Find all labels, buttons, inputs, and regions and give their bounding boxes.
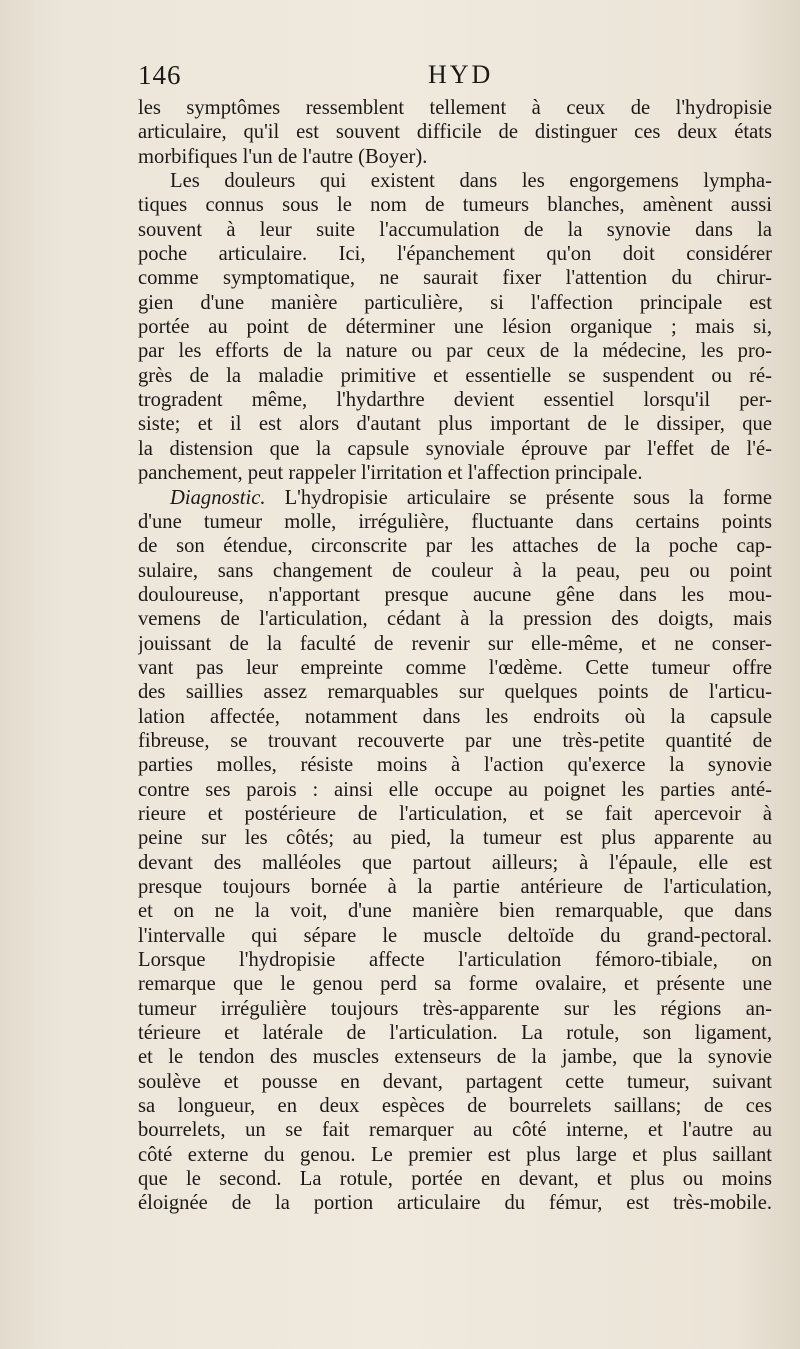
text-line: trogradent même, l'hydarthre devient essentiel lorsqu'il per-: [138, 389, 772, 412]
text-line: articulaire, qu'il est souvent difficile de distinguer ces deux états: [138, 121, 772, 144]
text-line: contre ses parois : ainsi elle occupe au poignet les parties anté-: [138, 778, 772, 801]
text-line: douloureuse, n'apportant presque aucune gêne dans les mou-: [138, 583, 772, 606]
text-line: les symptômes ressemblent tellement à ceux de l'hydropisie: [138, 97, 772, 119]
text-line: côté externe du genou. Le premier est plus large et plus saillant: [138, 1143, 772, 1166]
text-line: morbifiques l'un de l'autre (Boyer).: [138, 145, 428, 168]
text-line: d'une tumeur molle, irrégulière, fluctuante dans certains points: [138, 510, 772, 533]
text-line: et le tendon des muscles extenseurs de la jambe, que la synovie: [138, 1046, 772, 1069]
text-line: devant des malléoles que partout ailleurs; à l'épaule, elle est: [138, 851, 772, 874]
text-line: Lorsque l'hydropisie affecte l'articulation fémoro-tibiale, on: [138, 949, 772, 972]
text-line: jouissant de la faculté de revenir sur elle-même, et ne conser-: [138, 632, 772, 655]
text-line: gien d'une manière particulière, si l'affection principale est: [138, 291, 772, 314]
text-line: par les efforts de la nature ou par ceux de la médecine, les pro-: [138, 340, 772, 363]
page-header: [138, 60, 778, 96]
text-line: poche articulaire. Ici, l'épanchement qu'on doit considérer: [138, 243, 772, 266]
text-line: portée au point de déterminer une lésion organique ; mais si,: [138, 316, 772, 339]
text-line: comme symptomatique, ne saurait fixer l'attention du chirur-: [138, 267, 772, 290]
body-text: [138, 96, 772, 1216]
text-line: souvent à leur suite l'accumulation de la synovie dans la: [138, 218, 772, 241]
text-line: vant pas leur empreinte comme l'œdème. Cette tumeur offre: [138, 656, 772, 679]
text-line: panchement, peut rappeler l'irritation et l'affection principale.: [138, 462, 643, 485]
text-line: des saillies assez remarquables sur quelques points de l'articu-: [138, 681, 772, 704]
text-line: Les douleurs qui existent dans les engorgemens lympha-: [170, 170, 772, 193]
text-line: et on ne la voit, d'une manière bien remarquable, que dans: [138, 900, 772, 923]
text-line: tiques connus sous le nom de tumeurs blanches, amènent aussi: [138, 194, 772, 217]
text-line: peine sur les côtés; au pied, la tumeur est plus apparente au: [138, 827, 772, 850]
running-head: HYD: [428, 60, 494, 89]
text-line: bourrelets, un se fait remarquer au côté interne, et l'autre au: [138, 1119, 772, 1142]
diagnostic-label: Diagnostic.: [170, 486, 266, 509]
text-line: rieure et postérieure de l'articulation, et se fait apercevoir à: [138, 802, 772, 825]
text-line: remarque que le genou perd sa forme ovalaire, et présente une: [138, 973, 772, 996]
text-line: que le second. La rotule, portée en devant, et plus ou moins: [138, 1168, 772, 1191]
text-line: grès de la maladie primitive et essentielle se suspendent ou ré-: [138, 364, 772, 387]
text-line: la distension que la capsule synoviale éprouve par l'effet de l'é-: [138, 437, 772, 460]
text-line: sa longueur, en deux espèces de bourrelets saillans; de ces: [138, 1095, 772, 1118]
text-line: lation affectée, notamment dans les endroits où la capsule: [138, 705, 772, 728]
text-line: éloignée de la portion articulaire du fémur, est très-mobile.: [138, 1192, 772, 1215]
text-line: presque toujours bornée à la partie antérieure de l'articulation,: [138, 876, 772, 898]
text-line: l'intervalle qui sépare le muscle deltoïde du grand-pectoral.: [138, 924, 772, 947]
page-number: 146: [138, 60, 182, 90]
text-line: parties molles, résiste moins à l'action qu'exerce la synovie: [138, 754, 772, 777]
text-line: térieure et latérale de l'articulation. La rotule, son ligament,: [138, 1022, 772, 1045]
text-line: fibreuse, se trouvant recouverte par une très-petite quantité de: [138, 729, 772, 752]
text-line: de son étendue, circonscrite par les attaches de la poche cap-: [138, 535, 772, 558]
text-line: sulaire, sans changement de couleur à la peau, peu ou point: [138, 559, 772, 582]
text-line: soulève et pousse en devant, partagent cette tumeur, suivant: [138, 1070, 772, 1093]
diagnostic-line: [138, 486, 772, 510]
text-line: tumeur irrégulière toujours très-apparente sur les régions an-: [138, 997, 772, 1020]
text-line: siste; et il est alors d'autant plus important de le dissiper, que: [138, 413, 772, 436]
text-line: vemens de l'articulation, cédant à la pression des doigts, mais: [138, 608, 772, 631]
text-line: L'hydropisie articulaire se présente sous la forme: [284, 486, 772, 509]
